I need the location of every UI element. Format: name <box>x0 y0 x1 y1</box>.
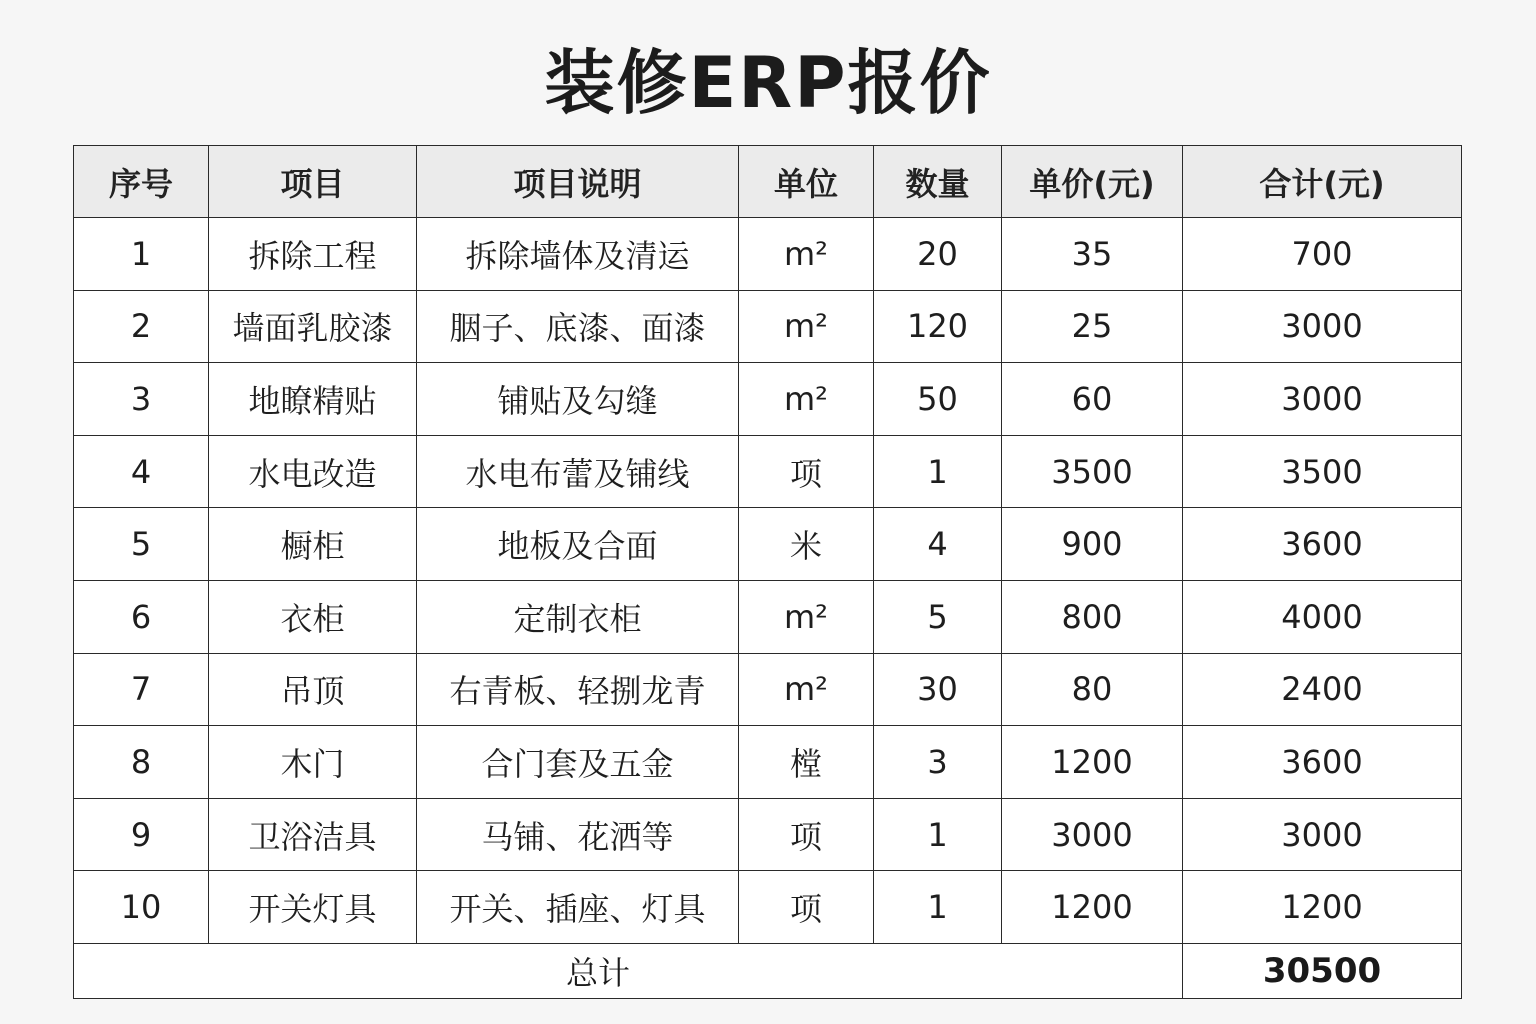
table-row <box>74 435 1462 508</box>
cell-unit-price: 25 <box>1002 290 1183 363</box>
cell-unit: m² <box>739 580 874 653</box>
cell-description: 马铺、花洒等 <box>417 798 739 871</box>
cell-description: 定制衣柜 <box>417 580 739 653</box>
cell-description: 铺贴及勾缝 <box>417 363 739 436</box>
column-header-description: 项目说明 <box>417 146 739 218</box>
total-label: 总计 <box>74 943 1183 998</box>
cell-quantity: 1 <box>874 798 1002 871</box>
cell-item: 墙面乳胶漆 <box>209 290 417 363</box>
cell-quantity: 50 <box>874 363 1002 436</box>
cell-description: 胭子、底漆、面漆 <box>417 290 739 363</box>
cell-item: 水电改造 <box>209 435 417 508</box>
cell-index: 7 <box>74 653 209 726</box>
cell-subtotal: 3000 <box>1183 798 1462 871</box>
cell-index: 5 <box>74 508 209 581</box>
table-header-row <box>74 146 1462 218</box>
table-body <box>74 218 1462 944</box>
cell-description: 拆除墙体及清运 <box>417 218 739 291</box>
cell-index: 2 <box>74 290 209 363</box>
cell-quantity: 5 <box>874 580 1002 653</box>
table-row <box>74 218 1462 291</box>
cell-index: 9 <box>74 798 209 871</box>
cell-unit-price: 900 <box>1002 508 1183 581</box>
cell-unit: 项 <box>739 871 874 944</box>
cell-unit-price: 35 <box>1002 218 1183 291</box>
cell-index: 1 <box>74 218 209 291</box>
cell-quantity: 20 <box>874 218 1002 291</box>
cell-quantity: 4 <box>874 508 1002 581</box>
cell-subtotal: 1200 <box>1183 871 1462 944</box>
cell-subtotal: 3500 <box>1183 435 1462 508</box>
table-row <box>74 653 1462 726</box>
table-row <box>74 726 1462 799</box>
cell-unit-price: 80 <box>1002 653 1183 726</box>
cell-subtotal: 3000 <box>1183 363 1462 436</box>
cell-unit-price: 3500 <box>1002 435 1183 508</box>
column-header-index: 序号 <box>74 146 209 218</box>
cell-quantity: 30 <box>874 653 1002 726</box>
cell-unit-price: 1200 <box>1002 871 1183 944</box>
cell-description: 开关、插座、灯具 <box>417 871 739 944</box>
cell-index: 6 <box>74 580 209 653</box>
cell-index: 8 <box>74 726 209 799</box>
cell-index: 4 <box>74 435 209 508</box>
page-title: 装修ERP报价 <box>544 42 992 124</box>
column-header-item: 项目 <box>209 146 417 218</box>
cell-unit-price: 1200 <box>1002 726 1183 799</box>
cell-item: 吊顶 <box>209 653 417 726</box>
cell-quantity: 1 <box>874 871 1002 944</box>
table-row <box>74 871 1462 944</box>
cell-subtotal: 3600 <box>1183 508 1462 581</box>
cell-quantity: 1 <box>874 435 1002 508</box>
cell-subtotal: 2400 <box>1183 653 1462 726</box>
cell-description: 合门套及五金 <box>417 726 739 799</box>
cell-subtotal: 3000 <box>1183 290 1462 363</box>
cell-unit: m² <box>739 290 874 363</box>
cell-unit: m² <box>739 363 874 436</box>
cell-item: 橱柜 <box>209 508 417 581</box>
cell-subtotal: 4000 <box>1183 580 1462 653</box>
table-row <box>74 508 1462 581</box>
cell-item: 开关灯具 <box>209 871 417 944</box>
cell-quantity: 3 <box>874 726 1002 799</box>
cell-unit: 米 <box>739 508 874 581</box>
total-value: 30500 <box>1183 943 1462 998</box>
table-row <box>74 798 1462 871</box>
cell-unit: m² <box>739 218 874 291</box>
cell-item: 衣柜 <box>209 580 417 653</box>
cell-unit: 项 <box>739 435 874 508</box>
total-row <box>74 943 1462 998</box>
cell-unit: 樘 <box>739 726 874 799</box>
cell-unit-price: 60 <box>1002 363 1183 436</box>
cell-subtotal: 3600 <box>1183 726 1462 799</box>
table-row <box>74 290 1462 363</box>
column-header-unit-price: 单价(元) <box>1002 146 1183 218</box>
cell-index: 3 <box>74 363 209 436</box>
cell-unit-price: 800 <box>1002 580 1183 653</box>
cell-item: 卫浴洁具 <box>209 798 417 871</box>
cell-index: 10 <box>74 871 209 944</box>
cell-item: 拆除工程 <box>209 218 417 291</box>
cell-quantity: 120 <box>874 290 1002 363</box>
column-header-quantity: 数量 <box>874 146 1002 218</box>
cell-unit-price: 3000 <box>1002 798 1183 871</box>
cell-item: 地瞭精贴 <box>209 363 417 436</box>
cell-description: 地板及合面 <box>417 508 739 581</box>
cell-unit: m² <box>739 653 874 726</box>
quote-table <box>73 145 1462 999</box>
table-row <box>74 580 1462 653</box>
cell-description: 右青板、轻捌龙青 <box>417 653 739 726</box>
cell-unit: 项 <box>739 798 874 871</box>
cell-item: 木门 <box>209 726 417 799</box>
table-row <box>74 363 1462 436</box>
cell-description: 水电布蕾及铺线 <box>417 435 739 508</box>
cell-subtotal: 700 <box>1183 218 1462 291</box>
column-header-subtotal: 合计(元) <box>1183 146 1462 218</box>
column-header-unit: 单位 <box>739 146 874 218</box>
